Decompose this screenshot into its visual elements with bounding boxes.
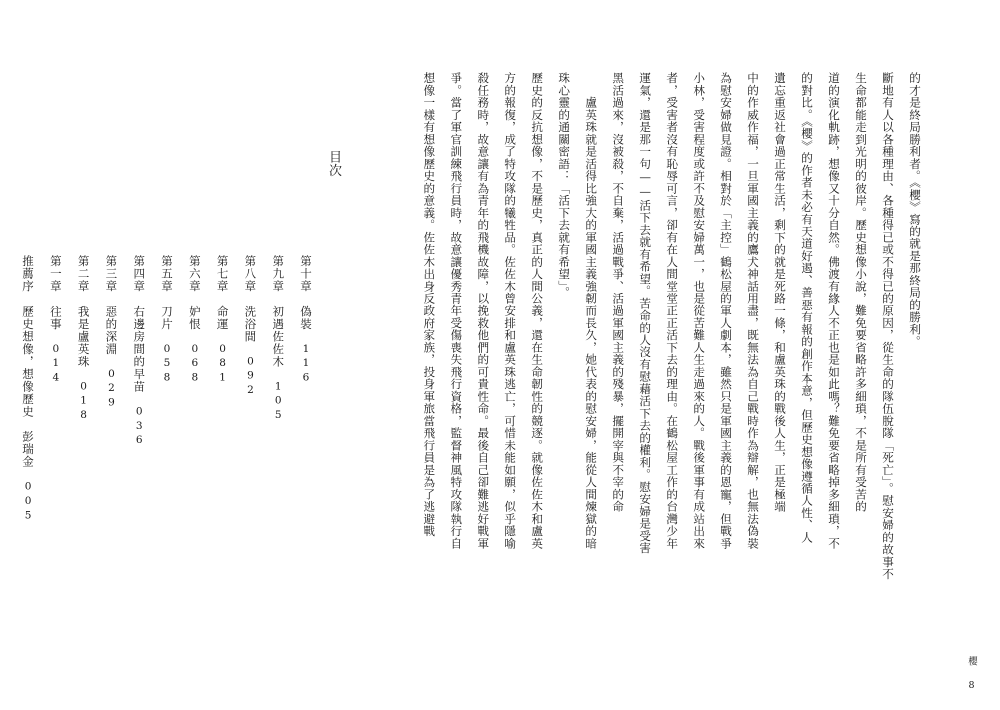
toc-chapter-item[interactable] — [298, 255, 312, 555]
toc-chapter-page-number: 081 — [216, 342, 229, 386]
sp — [77, 368, 91, 381]
toc-front-spacer2 — [0, 355, 1, 368]
body-column: 想像一樣有想像歷史的意義。佐佐木出身反政府家族，投身軍旅當飛行員是為了逃避戰 — [422, 72, 437, 538]
toc-chapter-item[interactable] — [215, 255, 229, 555]
body-column: 爭。當了軍官訓練飛行員時，故意讓優秀青年受傷喪失飛行資格，監督神風特攻隊執行自 — [449, 72, 464, 550]
toc-chapter-title: 妒恨 — [187, 305, 202, 331]
toc-chapter-title: 惡的深淵 — [104, 305, 119, 356]
toc-front-author — [0, 318, 1, 356]
sp — [77, 293, 91, 306]
toc-chapter-page-number: 058 — [161, 342, 174, 386]
body-column: 方的報復，成了特攻隊的犧牲品。佐佐木曾安排和盧英珠逃亡，可惜未能如願，似乎隱喻 — [503, 72, 518, 550]
toc-front-spacer — [0, 305, 1, 318]
toc-chapter-title: 我是盧英珠 — [76, 305, 91, 368]
body-column: 生命都能走到光明的彼岸。歷史想像小說，難免要省略許多細瑣，不是所有受苦的 — [854, 72, 869, 513]
sp — [160, 330, 174, 343]
toc-chapter-page-number: 068 — [188, 342, 201, 386]
sp — [216, 293, 230, 306]
toc-front-matter-item[interactable] — [20, 255, 34, 555]
toc-front-spacer2 — [21, 418, 35, 431]
toc-chapter-label: 第五章 — [160, 255, 175, 293]
body-column: 為慰安婦做見證。相對於「主控」鶴松屋的軍人劇本，雖然只是軍國主義的恩寵，但戰爭 — [719, 72, 734, 550]
body-column: 小林，受害程度或許不及慰安婦萬一，也是從苦難人生走過來的人。戰後軍事有成站出來 — [692, 72, 707, 550]
body-column: 歷史的反抗想像，不是歷史，真正的人間公義，還在生命韌性的競逐。就像佐佐木和盧英 — [530, 72, 545, 550]
toc-chapter-label: 第七章 — [215, 255, 230, 293]
toc-chapter-page-number: 092 — [244, 355, 257, 399]
sp — [104, 293, 118, 306]
sp — [216, 330, 230, 343]
toc-chapter-label: 第九章 — [271, 255, 286, 293]
sp — [243, 343, 257, 356]
toc-front-title — [0, 255, 1, 305]
footer-book-title: 櫻 — [966, 656, 977, 668]
toc-chapter-label: 第六章 — [187, 255, 202, 293]
body-column: 者，受害者沒有恥辱可言，卻有在人間堂堂正正活下去的理由。在鶴松屋工作的台灣少年 — [665, 72, 680, 550]
toc-entry-list — [0, 255, 312, 555]
body-column: 的對比。《櫻》的作者未必有天道好遏、善惡有報的創作本意，但歷史想像遵循人性、人 — [800, 72, 815, 544]
sp — [299, 330, 313, 343]
sp — [188, 330, 202, 343]
toc-chapter-item[interactable] — [48, 255, 62, 555]
body-column: 運氣，還是那一句——活下去就有希望。苦命的人沒有慰藉活下去的權利。慰安婦是受害 — [638, 72, 653, 555]
toc-chapter-label: 第四章 — [132, 255, 147, 293]
toc-chapter-label: 第十章 — [299, 255, 313, 293]
toc-front-page-number: 005 — [22, 480, 35, 524]
toc-chapter-title: 右邊房間的早苗 — [132, 305, 147, 393]
toc-chapter-item[interactable] — [76, 255, 90, 555]
body-column: 的才是終局勝利者。《櫻》寫的就是那終局的勝利。 — [908, 72, 922, 348]
body-column: 黑活過來，沒被殺，不自棄，活過戰爭、活過軍國主義的殘暴，擺開宰與不宰的命 — [611, 72, 626, 513]
toc-front-title: 推薦序 — [21, 255, 36, 293]
sp — [132, 393, 146, 406]
sp — [299, 293, 313, 306]
toc-chapter-item[interactable] — [243, 255, 257, 555]
body-text-columns — [409, 72, 922, 634]
toc-chapter-page-number: 029 — [105, 367, 118, 411]
right-page-body — [422, 0, 1000, 710]
sp — [243, 293, 257, 306]
sp — [160, 293, 174, 306]
toc-chapter-item[interactable] — [159, 255, 173, 555]
sp — [271, 368, 285, 381]
toc-chapter-title: 洗浴間 — [243, 305, 258, 343]
toc-chapter-title: 往事 — [48, 305, 63, 331]
body-column: 斷地有人以各種理由、各種得已或不得已的原因，從生命的隊伍脫隊「死亡」。慰安婦的故事不 — [881, 72, 896, 581]
toc-front-author: 彭瑞金 — [21, 430, 36, 469]
toc-chapter-title: 命運 — [215, 305, 230, 331]
body-column: 遺忘重返社會過正常生活，剩下的就是死路一條，和盧英珠的戰後人生，正是極端 — [773, 72, 788, 513]
body-column: 中的作威作福，一旦軍國主義的鷹犬神話用盡，既無法為自己戰時作為辯解，也無法偽裝 — [746, 72, 761, 550]
toc-chapter-label: 第八章 — [243, 255, 258, 293]
toc-chapter-page-number: 018 — [77, 380, 90, 424]
sp — [49, 293, 63, 306]
sp — [132, 293, 146, 306]
toc-chapter-item[interactable] — [104, 255, 118, 555]
toc-chapter-item[interactable] — [131, 255, 145, 555]
body-column: 盧英珠就是活得比強大的軍國主義強韌而長久，她代表的慰安婦，能從人間煉獄的暗 — [584, 72, 599, 550]
sp — [49, 330, 63, 343]
toc-chapter-page-number: 014 — [49, 342, 62, 386]
body-column: 道的演化軌跡，想像又十分自然。佛渡有緣人不正也是如此嗎？難免要省略掉多細瑣，不 — [827, 72, 842, 550]
toc-chapter-page-number: 105 — [272, 380, 285, 424]
body-column: 殺任務時，故意讓有為青年的飛機故障，以挽救他們的可貴性命。最後自己卻難逃好戰軍 — [476, 72, 491, 550]
toc-front-spacer — [21, 293, 35, 306]
toc-chapter-label: 第二章 — [76, 255, 91, 293]
toc-front-subtitle: 歷史想像，想像歷史 — [21, 305, 36, 418]
toc-chapter-title: 偽裝 — [299, 305, 313, 331]
toc-chapter-label: 第三章 — [104, 255, 119, 293]
sp — [271, 293, 285, 306]
toc-chapter-item[interactable] — [187, 255, 201, 555]
page-footer — [964, 656, 978, 692]
toc-heading: 目次 — [326, 150, 341, 178]
body-column: 珠心靈的通關密語：「活下去就有希望」。 — [557, 72, 572, 299]
toc-chapter-title: 初遇佐佐木 — [271, 305, 286, 368]
page-number: 8 — [966, 680, 977, 692]
toc-chapter-page-number: 036 — [133, 405, 146, 449]
toc-front-spacer3 — [21, 468, 35, 481]
sp — [104, 355, 118, 368]
toc-chapter-page-number: 116 — [300, 342, 312, 386]
toc-chapter-item[interactable] — [270, 255, 284, 555]
sp — [188, 293, 202, 306]
toc-chapter-title: 刀片 — [160, 305, 175, 331]
toc-chapter-label: 第一章 — [48, 255, 63, 293]
